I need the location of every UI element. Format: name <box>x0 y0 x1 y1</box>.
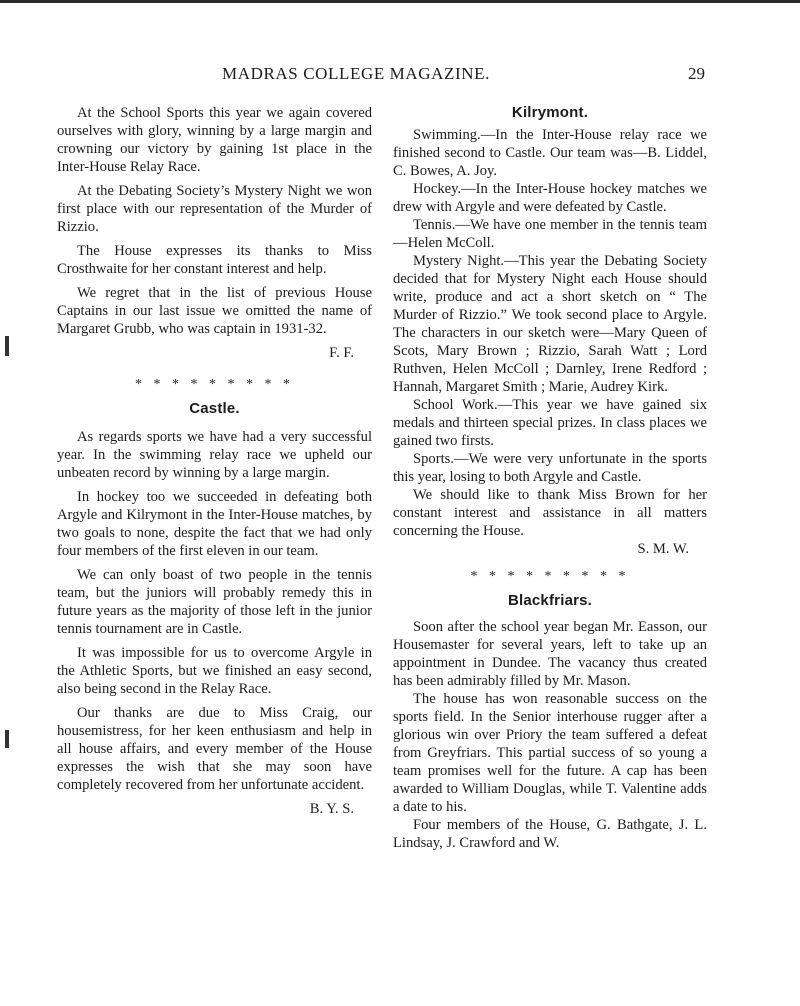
paragraph: Sports.—We were very unfortunate in the sports this year, losing to both Argyle and Castle. <box>393 451 707 485</box>
signature: F. F. <box>329 345 354 361</box>
paragraph: Mystery Night.—This year the Debating Society decided that for Mystery Night each House should write, produce and act a short sketch on “ The Murder of Rizzio.” We took second place to Argyle. The characters in our sketch were—Mary Queen of Scots, Mary Brown ; Rizzio, Sarah Watt ; Lord Ruthven, Helen McColl ; Darnley, Irene Redford ; Hannah, Margaret Smith ; Marie, Audrey Kirk. <box>393 253 707 395</box>
paragraph: We regret that in the list of previous House Captains in our last issue we omitted the name of Margaret Grubb, who was captain in 1931-32. <box>57 285 372 337</box>
paragraph: Tennis.—We have one member in the tennis team—Helen McColl. <box>393 217 707 251</box>
right-column <box>393 104 707 852</box>
paragraph: The House expresses its thanks to Miss Crosthwaite for her constant interest and help. <box>57 243 372 277</box>
running-title: MADRAS COLLEGE MAGAZINE. <box>222 64 490 83</box>
margin-mark <box>5 730 9 748</box>
paragraph: As regards sports we have had a very successful year. In the swimming relay race we upheld our unbeaten record by winning by a large margin. <box>57 429 372 481</box>
page-number: 29 <box>688 64 705 83</box>
paragraph: Hockey.—In the Inter-House hockey matches we drew with Argyle and were defeated by Castle. <box>393 181 707 215</box>
section-separator: * * * * * * * * * <box>135 377 294 392</box>
left-column <box>57 104 372 832</box>
paragraph: It was impossible for us to overcome Argyle in the Athletic Sports, but we finished an easy second, also being second in the Relay Race. <box>57 645 372 697</box>
signature: B. Y. S. <box>309 801 354 817</box>
section-heading-castle: Castle. <box>189 400 240 417</box>
signature: S. M. W. <box>637 541 689 557</box>
section-separator: * * * * * * * * * <box>470 569 630 584</box>
top-edge-rule <box>0 0 800 3</box>
paragraph: We can only boast of two people in the tennis team, but the juniors will probably remedy this in future years as the majority of those left in the junior tennis tournament are in Castle. <box>57 567 372 637</box>
paragraph: At the School Sports this year we again covered ourselves with glory, winning by a large margin and crowning our victory by gaining 1st place in the Inter-House Relay Race. <box>57 105 372 175</box>
paragraph: Soon after the school year began Mr. Easson, our Housemaster for several years, left to take up an appointment in Dundee. The vacancy thus created has been admirably filled by Mr. Mason. <box>393 619 707 689</box>
paragraph: Our thanks are due to Miss Craig, our housemistress, for her keen enthusiasm and help in all house affairs, and every member of the House expresses the wish that she may soon have completely recovered from her unfortunate accident. <box>57 705 372 793</box>
section-heading-kilrymont: Kilrymont. <box>511 104 589 121</box>
paragraph: In hockey too we succeeded in defeating both Argyle and Kilrymont in the Inter-House matches, by two goals to none, despite the fact that we had only four members of the first eleven in our team. <box>57 489 372 559</box>
paragraph: School Work.—This year we have gained six medals and thirteen special prizes. In class places we gained two firsts. <box>393 397 707 449</box>
margin-mark <box>5 336 9 356</box>
paragraph: We should like to thank Miss Brown for her constant interest and assistance in all matters concerning the House. <box>393 487 707 539</box>
paragraph: The house has won reasonable success on the sports field. In the Senior interhouse rugger after a glorious win over Priory the team suffered a defeat from Greyfriars. This partial success of so young a team promises well for the future. A cap has been awarded to William Douglas, while T. Valentine adds a date to his. <box>393 691 707 815</box>
paragraph: At the Debating Society’s Mystery Night we won first place with our representation of the Murder of Rizzio. <box>57 183 372 235</box>
section-heading-blackfriars: Blackfriars. <box>507 592 593 609</box>
blackfriars-body <box>393 618 707 852</box>
paragraph: Four members of the House, G. Bathgate, J. L. Lindsay, J. Crawford and W. <box>393 817 707 851</box>
kilrymont-body <box>393 126 707 540</box>
paragraph: Swimming.—In the Inter-House relay race we finished second to Castle. Our team was—B. Liddel, C. Bowes, A. Joy. <box>393 127 707 179</box>
